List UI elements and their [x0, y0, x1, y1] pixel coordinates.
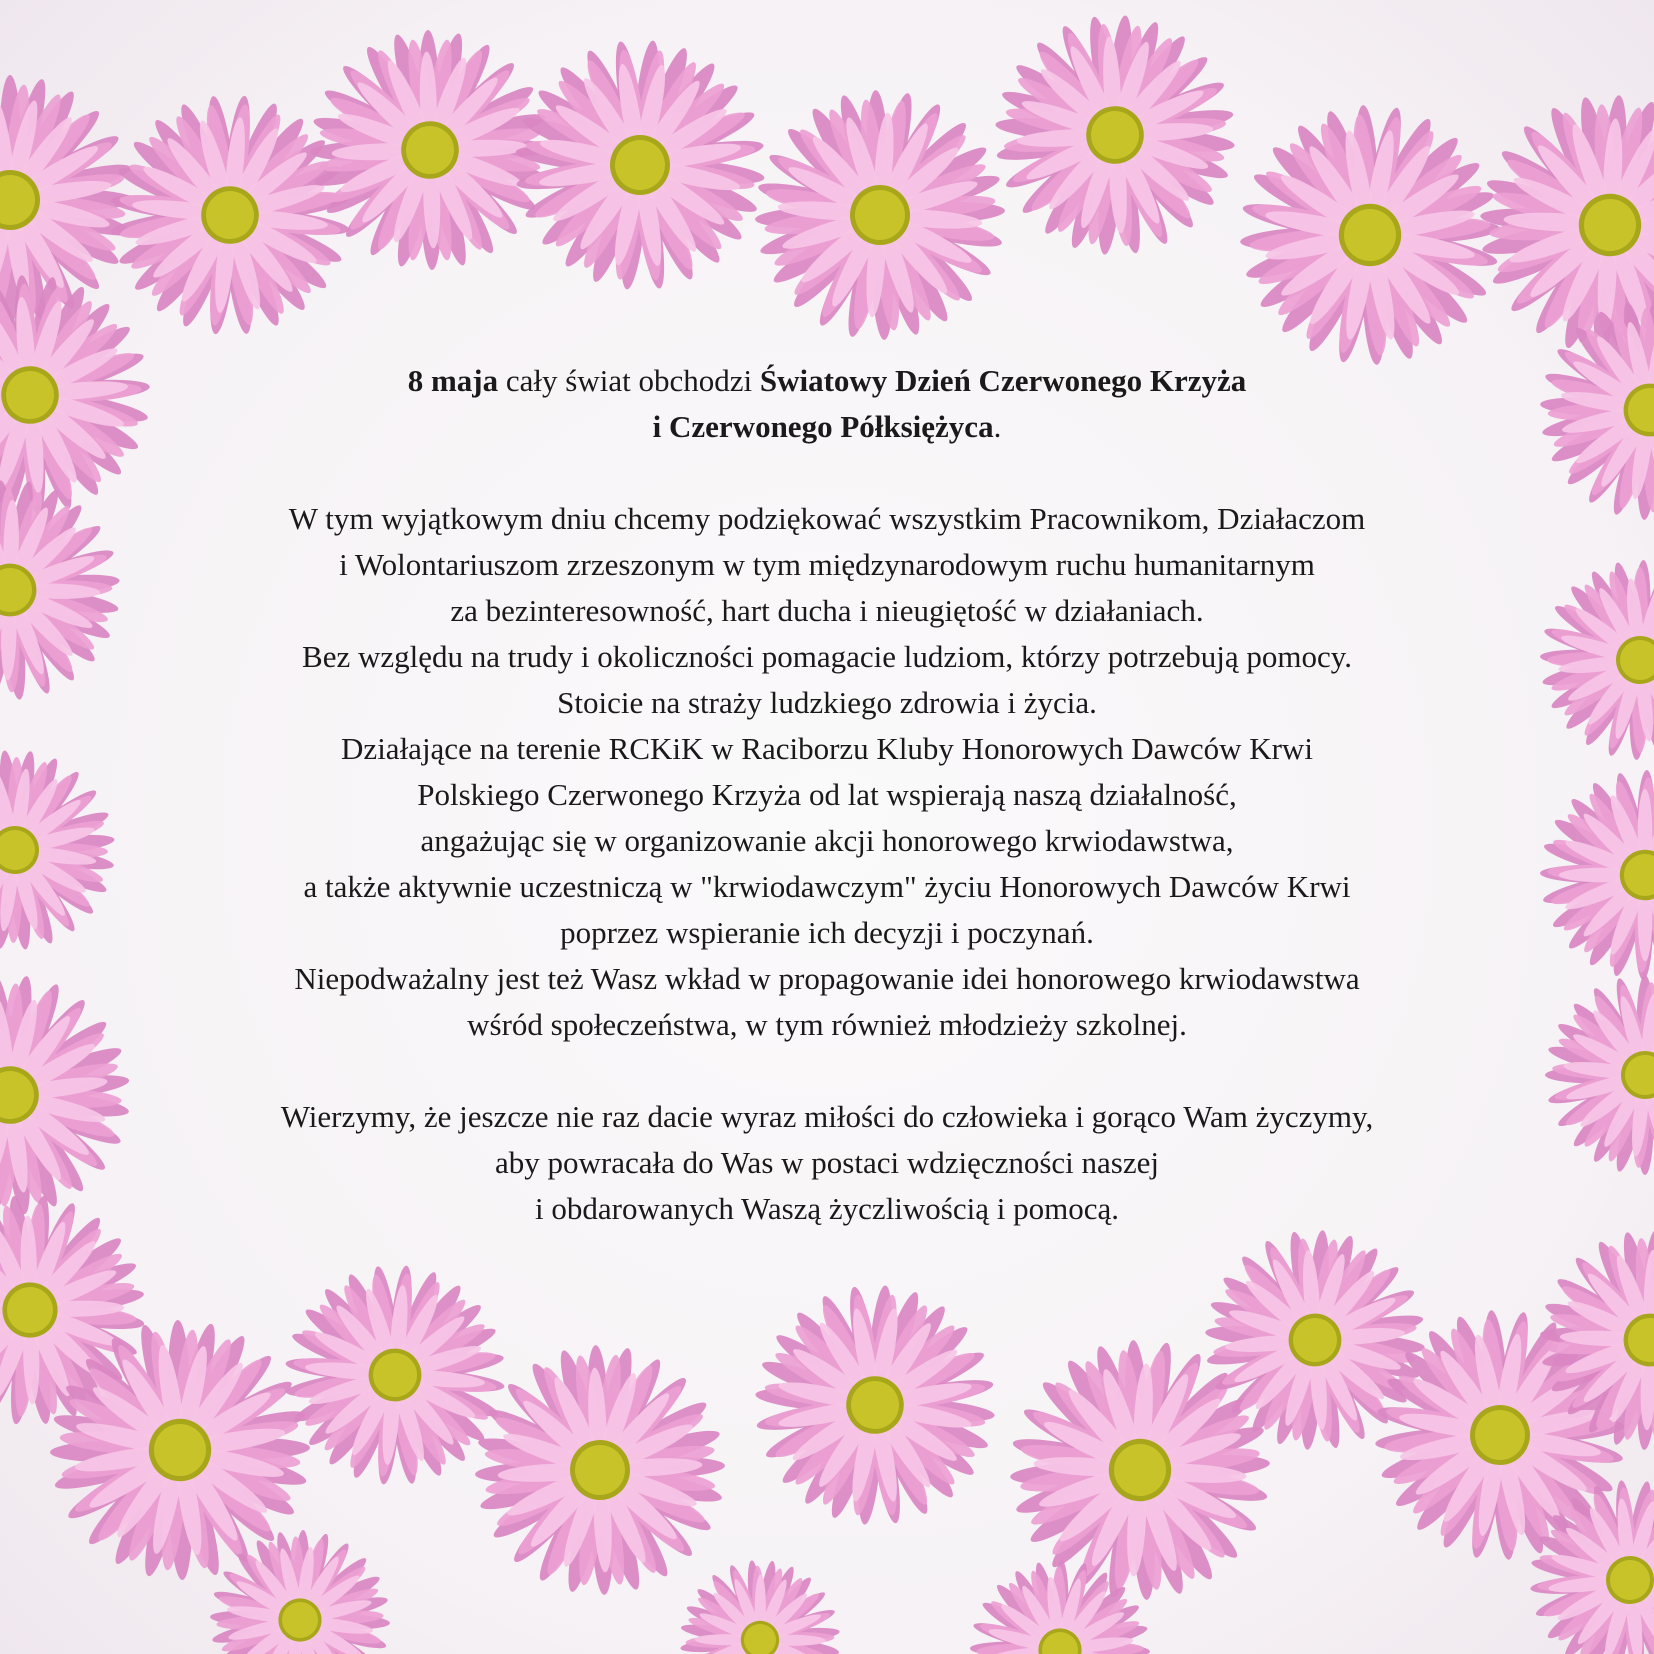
heading-date: 8 maja [407, 363, 499, 398]
paragraph-line: poprzez wspieranie ich decyzji i poczynań. [560, 915, 1094, 950]
paragraph-line: angażując się w organizowanie akcji honorowego krwiodawstwa, [420, 823, 1234, 858]
paragraph-gap [160, 450, 1494, 496]
paragraph-thanks [160, 496, 1494, 1048]
paragraph-line: i Wolontariuszom zrzeszonym w tym międzynarodowym ruchu humanitarnym [339, 547, 1315, 582]
paragraph-line: i obdarowanych Waszą życzliwością i pomocą. [535, 1191, 1119, 1226]
paragraph-line: a także aktywnie uczestniczą w "krwiodawczym" życiu Honorowych Dawców Krwi [303, 869, 1351, 904]
pink-daisy-icon [0, 939, 166, 1251]
paragraph-line: Działające na terenie RCKiK w Raciborzu Kluby Honorowych Dawców Krwi [341, 731, 1313, 766]
paragraph-line: wśród społeczeństwa, w tym również młodzieży szkolnej. [467, 1007, 1187, 1042]
heading-event-line-1: Światowy Dzień Czerwonego Krzyża [759, 363, 1247, 398]
pink-daisy-icon [985, 5, 1245, 265]
greeting-message [160, 358, 1494, 1232]
heading-event-line-2: i Czerwonego Półksiężyca [652, 409, 994, 444]
heading-line-1 [160, 358, 1494, 404]
heading-end: . [993, 409, 1002, 444]
paragraph-line: Niepodważalny jest też Wasz wkład w propagowanie idei honorowego krwiodawstwa [294, 961, 1360, 996]
paragraph-line: Wierzymy, że jeszcze nie raz dacie wyraz miłości do człowieka i gorąco Wam życzymy, [280, 1099, 1374, 1134]
paragraph-wishes [160, 1094, 1494, 1232]
heading-line-2 [160, 404, 1494, 450]
paragraph-line: W tym wyjątkowym dniu chcemy podziękować wszystkim Pracownikom, Działaczom [288, 501, 1366, 536]
pink-daisy-icon [0, 740, 125, 960]
pink-daisy-icon [668, 1548, 851, 1654]
pink-daisy-icon [721, 1251, 1029, 1559]
pink-daisy-icon [708, 43, 1052, 387]
paragraph-gap [160, 1048, 1494, 1094]
heading-mid: cały świat obchodzi [498, 363, 760, 398]
paragraph-line: Polskiego Czerwonego Krzyża od lat wspierają naszą działalność, [417, 777, 1237, 812]
paragraph-line: aby powracała do Was w postaci wdzięczności naszej [494, 1145, 1160, 1180]
paragraph-line: Stoicie na straży ludzkiego zdrowia i życia. [557, 685, 1097, 720]
paragraph-line: za bezinteresowność, hart ducha i nieugiętość w działaniach. [450, 593, 1204, 628]
pink-daisy-icon [1499, 519, 1654, 802]
pink-daisy-icon [1501, 731, 1654, 1019]
paragraph-line: Bez względu na trudy i okoliczności pomagacie ludziom, którzy potrzebują pomocy. [302, 639, 1352, 674]
pink-daisy-icon [1523, 953, 1654, 1198]
